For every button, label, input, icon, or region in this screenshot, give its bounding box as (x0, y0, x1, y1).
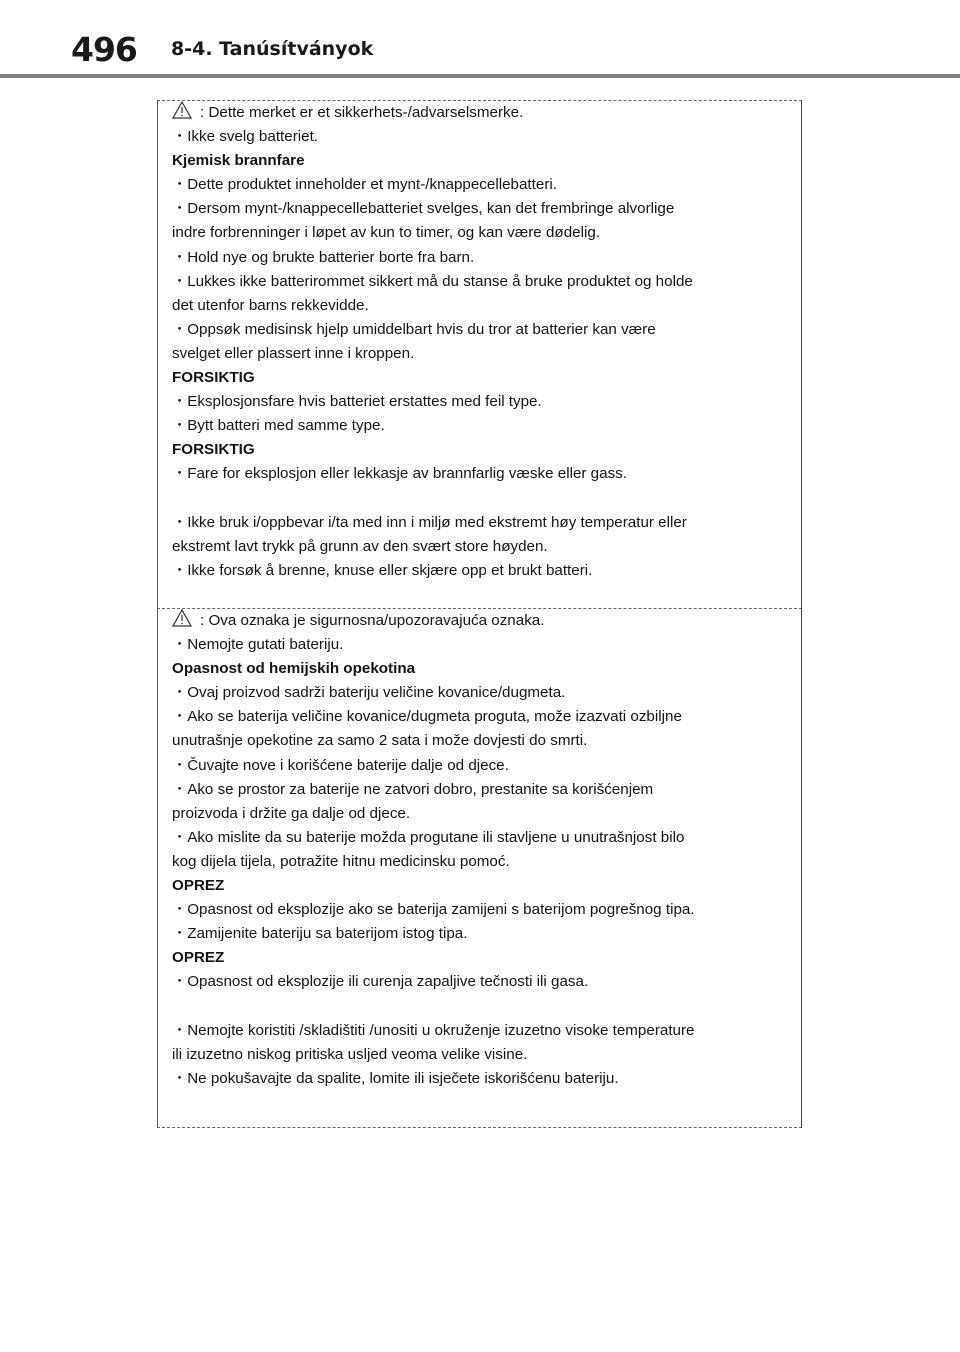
notice-line: ・Dette produktet inneholder et mynt-/knappecellebatteri. (172, 176, 557, 194)
notice-line: ・Ako se baterija veličine kovanice/dugmeta proguta, može izazvati ozbiljne (172, 708, 682, 726)
warning-symbol-text: : Dette merket er et sikkerhets-/advarselsmerke. (200, 104, 524, 121)
page-number: 496 (71, 30, 137, 69)
notice-line: ・Opasnost od eksplozije ili curenja zapaljive tečnosti ili gasa. (172, 973, 589, 991)
croatian-notice-box (157, 608, 802, 1128)
warning-symbol-line (172, 101, 791, 125)
warning-triangle-icon (172, 101, 192, 119)
croatian-notice-content (172, 609, 791, 1091)
notice-line: ・Zamijenite bateriju sa baterijom istog tipa. (172, 925, 468, 943)
notice-line: indre forbrenninger i løpet av kun to timer, og kan være dødelig. (172, 224, 601, 242)
notice-line: ili izuzetno niskog pritiska usljed veoma velike visine. (172, 1045, 528, 1063)
notice-heading: OPREZ (172, 949, 225, 967)
notice-line: svelget eller plassert inne i kroppen. (172, 344, 415, 362)
notice-line: ・Lukkes ikke batterirommet sikkert må du stanse å bruke produktet og holde (172, 272, 693, 290)
notice-line: kog dijela tijela, potražite hitnu medicinsku pomoć. (172, 852, 510, 870)
section-title: 8-4. Tanúsítványok (171, 38, 374, 60)
notice-line: ・Ikke bruk i/oppbevar i/ta med inn i miljø med ekstremt høy temperatur eller (172, 513, 687, 531)
notice-heading: Kjemisk brannfare (172, 152, 305, 170)
notice-line: ・Bytt batteri med samme type. (172, 417, 385, 435)
notice-line: ・Čuvajte nove i korišćene baterije dalje od djece. (172, 756, 509, 774)
warning-symbol-line (172, 609, 791, 633)
notice-line: det utenfor barns rekkevidde. (172, 296, 369, 314)
notice-line: ・Nemojte gutati bateriju. (172, 636, 344, 654)
notice-line: ・Oppsøk medisinsk hjelp umiddelbart hvis du tror at batterier kan være (172, 320, 656, 338)
notice-line: ・Ako se prostor za baterije ne zatvori dobro, prestanite sa korišćenjem (172, 780, 654, 798)
notice-line: ・Opasnost od eksplozije ako se baterija zamijeni s baterijom pogrešnog tipa. (172, 901, 695, 919)
notice-line: ・Ovaj proizvod sadrži bateriju veličine kovanice/dugmeta. (172, 684, 566, 702)
notice-heading: FORSIKTIG (172, 441, 255, 459)
spacer (172, 487, 791, 511)
notice-line: ・Ako mislite da su baterije možda progutane ili stavljene u unutrašnjost bilo (172, 828, 685, 846)
norwegian-notice-content (172, 101, 791, 583)
notice-line: proizvoda i držite ga dalje od djece. (172, 804, 411, 822)
header-rule (0, 74, 960, 78)
warning-triangle-icon (172, 609, 192, 627)
spacer (172, 995, 791, 1019)
notice-line: ・Dersom mynt-/knappecellebatteriet svelges, kan det frembringe alvorlige (172, 200, 675, 218)
notice-line: ・Ikke svelg batteriet. (172, 128, 319, 146)
notice-line: ekstremt lavt trykk på grunn av den svært store høyden. (172, 537, 548, 555)
norwegian-notice-box (157, 100, 802, 609)
notice-heading: Opasnost od hemijskih opekotina (172, 660, 416, 678)
notice-line: ・Fare for eksplosjon eller lekkasje av brannfarlig væske eller gass. (172, 465, 627, 483)
notice-line: ・Eksplosjonsfare hvis batteriet erstattes med feil type. (172, 393, 542, 411)
warning-symbol-text: : Ova oznaka je sigurnosna/upozoravajuća oznaka. (200, 612, 545, 629)
notice-line: ・Ne pokušavajte da spalite, lomite ili isječete iskorišćenu bateriju. (172, 1069, 619, 1087)
notice-line: ・Ikke forsøk å brenne, knuse eller skjære opp et brukt batteri. (172, 561, 593, 579)
notice-line: ・Hold nye og brukte batterier borte fra barn. (172, 248, 475, 266)
notice-heading: FORSIKTIG (172, 369, 255, 387)
notice-line: ・Nemojte koristiti /skladištiti /unositi u okruženje izuzetno visoke temperature (172, 1021, 695, 1039)
notice-line: unutrašnje opekotine za samo 2 sata i može dovjesti do smrti. (172, 732, 588, 750)
page-header (0, 0, 960, 80)
notice-heading: OPREZ (172, 877, 225, 895)
